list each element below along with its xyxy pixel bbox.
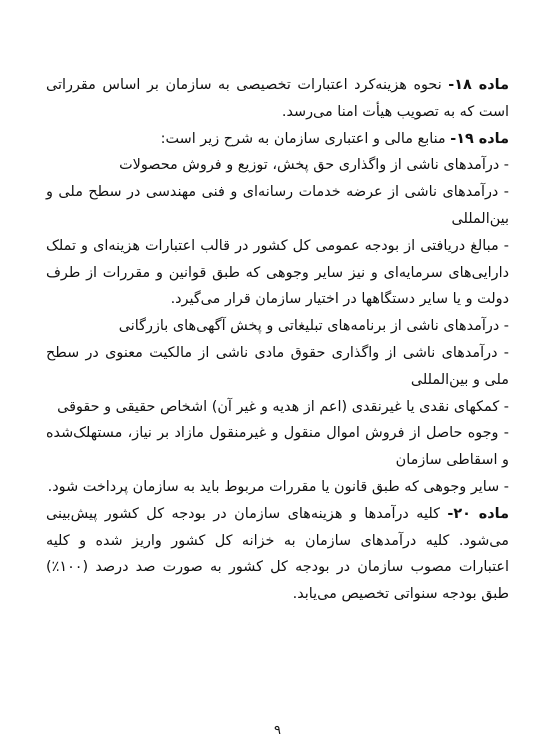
article-19-item: - سایر وجوهی که طبق قانون یا مقررات مربوط باید به سازمان پرداخت شود. [47,478,509,495]
article-18-text: نحوه هزینه‌کرد اعتبارات تخصیصی به سازمان بر اساس مقرراتی است که به تصویب هیأت امنا می‌رسد. [46,77,509,120]
article-20-heading: ماده ۲۰- [447,505,509,522]
article-19-heading: ماده ۱۹- [450,130,509,147]
article-20-text: کلیه درآمدها و هزینه‌های سازمان در بودجه کل کشور پیش‌بینی می‌شود. کلیه درآمدهای سازمان به خزانه کل کشور واریز شده و کلیه اعتبارات مصوب سازمان در بودجه کل کشور به صورت صد درصد (۱۰۰٪) طبق بودجه سنواتی تخصیص می‌یابد. [46,505,509,603]
article-20 [46,501,509,608]
article-19-item: - درآمدهای ناشی از برنامه‌های تبلیغاتی و پخش آگهی‌های بازرگانی [118,318,509,335]
article-19-item: - درآمدهای ناشی از واگذاری حقوق مادی ناشی از مالکیت معنوی در سطح ملی و بین‌المللی [46,344,509,388]
article-19-text: منابع مالی و اعتباری سازمان به شرح زیر است: [160,130,451,147]
article-19-item: - مبالغ دریافتی از بودجه عمومی کل کشور در قالب اعتبارات هزینه‌ای و تملک دارایی‌های سرمایه‌ای و نیز سایر وجوهی که طبق قوانین و مقررات از طرف دولت و یا سایر دستگاهها در اختیار سازمان قرار می‌گیرد. [46,237,509,308]
article-19 [46,126,509,153]
page-number: ۹ [274,723,281,738]
article-19-item: - درآمدهای ناشی از واگذاری حق پخش، توزیع و فروش محصولات [119,157,509,174]
body-text [46,72,509,608]
article-19-item: - وجوه حاصل از فروش اموال منقول و غیرمنقول مازاد بر نیاز، مستهلک‌شده و اسقاطی سازمان [46,425,509,469]
article-18 [46,72,509,126]
article-19-item: - درآمدهای ناشی از عرضه خدمات رسانه‌ای و فنی مهندسی در سطح ملی و بین‌المللی [46,184,509,227]
article-19-item: - کمکهای نقدی یا غیرنقدی (اعم از هدیه و غیر آن) اشخاص حقیقی و حقوقی [57,398,509,415]
article-18-heading: ماده ۱۸- [448,77,509,93]
